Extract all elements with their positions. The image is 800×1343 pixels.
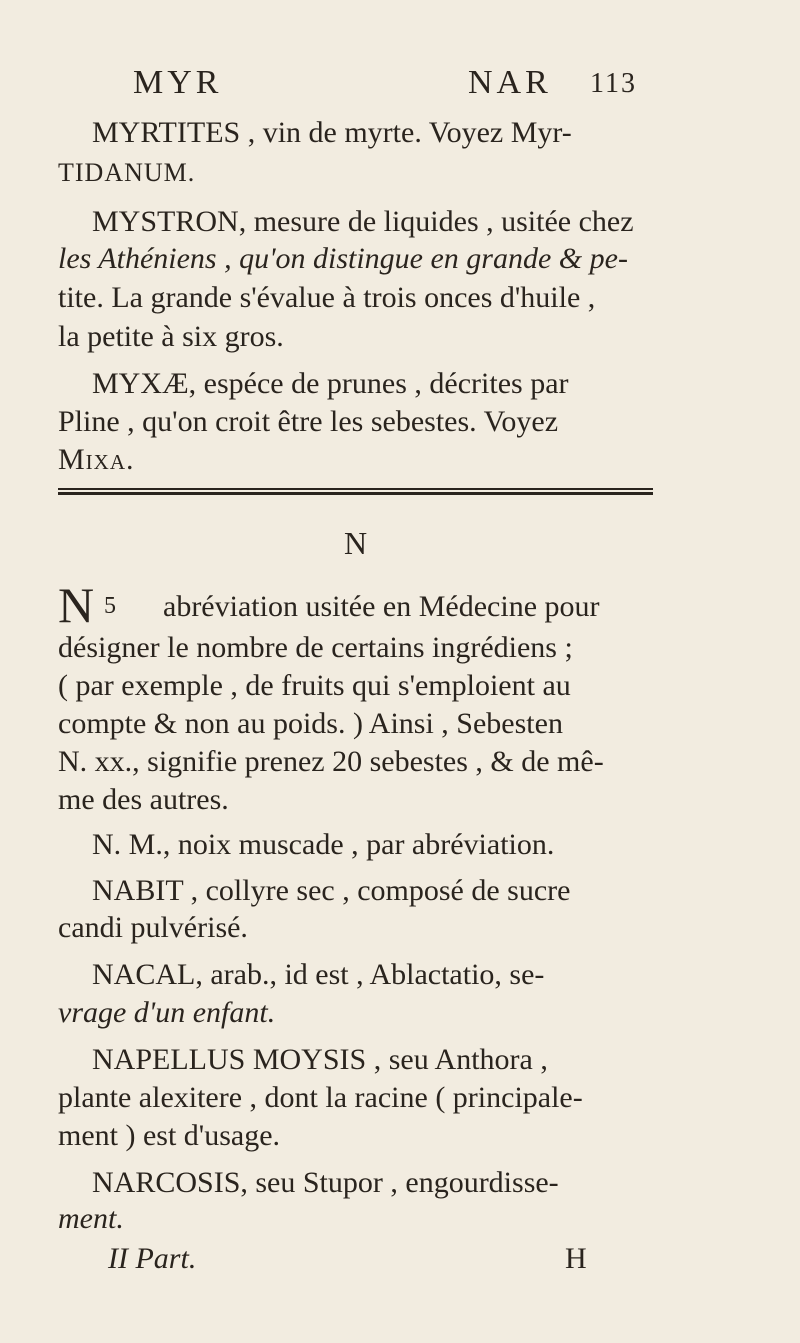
entry-mystron-line-2: les Athéniens , qu'on distingue en grande & pe- bbox=[58, 242, 628, 275]
entry-myrtites-line-1: MYRTITES , vin de myrte. Voyez Myr- bbox=[92, 116, 572, 149]
entry-n-line-6: me des autres. bbox=[58, 783, 229, 816]
entry-nm-line-1: N. M., noix muscade , par abréviation. bbox=[92, 828, 555, 861]
entry-mystron-line-1: MYSTRON, mesure de liquides , usitée chez bbox=[92, 205, 634, 238]
entry-nacal-line-1: NACAL, arab., id est , Ablactatio, se- bbox=[92, 958, 545, 991]
entry-napellus-line-3: ment ) est d'usage. bbox=[58, 1119, 281, 1152]
section-divider bbox=[58, 488, 653, 495]
entry-n-line-4: compte & non au poids. ) Ainsi , Sebesten bbox=[58, 707, 563, 740]
page-number: 113 bbox=[590, 68, 637, 99]
entry-n-line-1: abréviation usitée en Médecine pour bbox=[163, 590, 600, 623]
entry-myrtites-line-2: TIDANUM. bbox=[58, 158, 196, 187]
entry-n-line-2: désigner le nombre de certains ingrédiens ; bbox=[58, 631, 573, 664]
entry-mystron-line-3: tite. La grande s'évalue à trois onces d'huile , bbox=[58, 281, 596, 314]
section-heading: N bbox=[344, 525, 368, 561]
entry-napellus-line-1: NAPELLUS MOYSIS , seu Anthora , bbox=[92, 1043, 548, 1076]
running-head-center: NAR bbox=[468, 64, 552, 101]
signature-left: II Part. bbox=[108, 1242, 197, 1275]
drop-initial: N bbox=[58, 577, 95, 633]
entry-n-line-3: ( par exemple , de fruits qui s'emploient au bbox=[58, 669, 571, 702]
entry-narcosis-line-1: NARCOSIS, seu Stupor , engourdisse- bbox=[92, 1166, 559, 1199]
entry-n-line-5: N. xx., signifie prenez 20 sebestes , & de mê- bbox=[58, 745, 604, 778]
entry-nacal-line-2: vrage d'un enfant. bbox=[58, 996, 276, 1029]
entry-myxae-line-1: MYXÆ, espéce de prunes , décrites par bbox=[92, 367, 569, 400]
entry-narcosis-line-2: ment. bbox=[58, 1202, 124, 1235]
running-head-left: MYR bbox=[133, 64, 223, 101]
abbreviation-mark: 5 bbox=[104, 593, 116, 619]
entry-mystron-line-4: la petite à six gros. bbox=[58, 320, 284, 353]
entry-nabit-line-1: NABIT , collyre sec , composé de sucre bbox=[92, 874, 571, 907]
signature-right: H bbox=[565, 1242, 587, 1275]
entry-napellus-line-2: plante alexitere , dont la racine ( principale- bbox=[58, 1081, 583, 1114]
entry-nabit-line-2: candi pulvérisé. bbox=[58, 911, 248, 944]
entry-myxae-line-3: Mixa. bbox=[58, 443, 135, 476]
entry-myxae-line-2: Pline , qu'on croit être les sebestes. Voyez bbox=[58, 405, 559, 438]
